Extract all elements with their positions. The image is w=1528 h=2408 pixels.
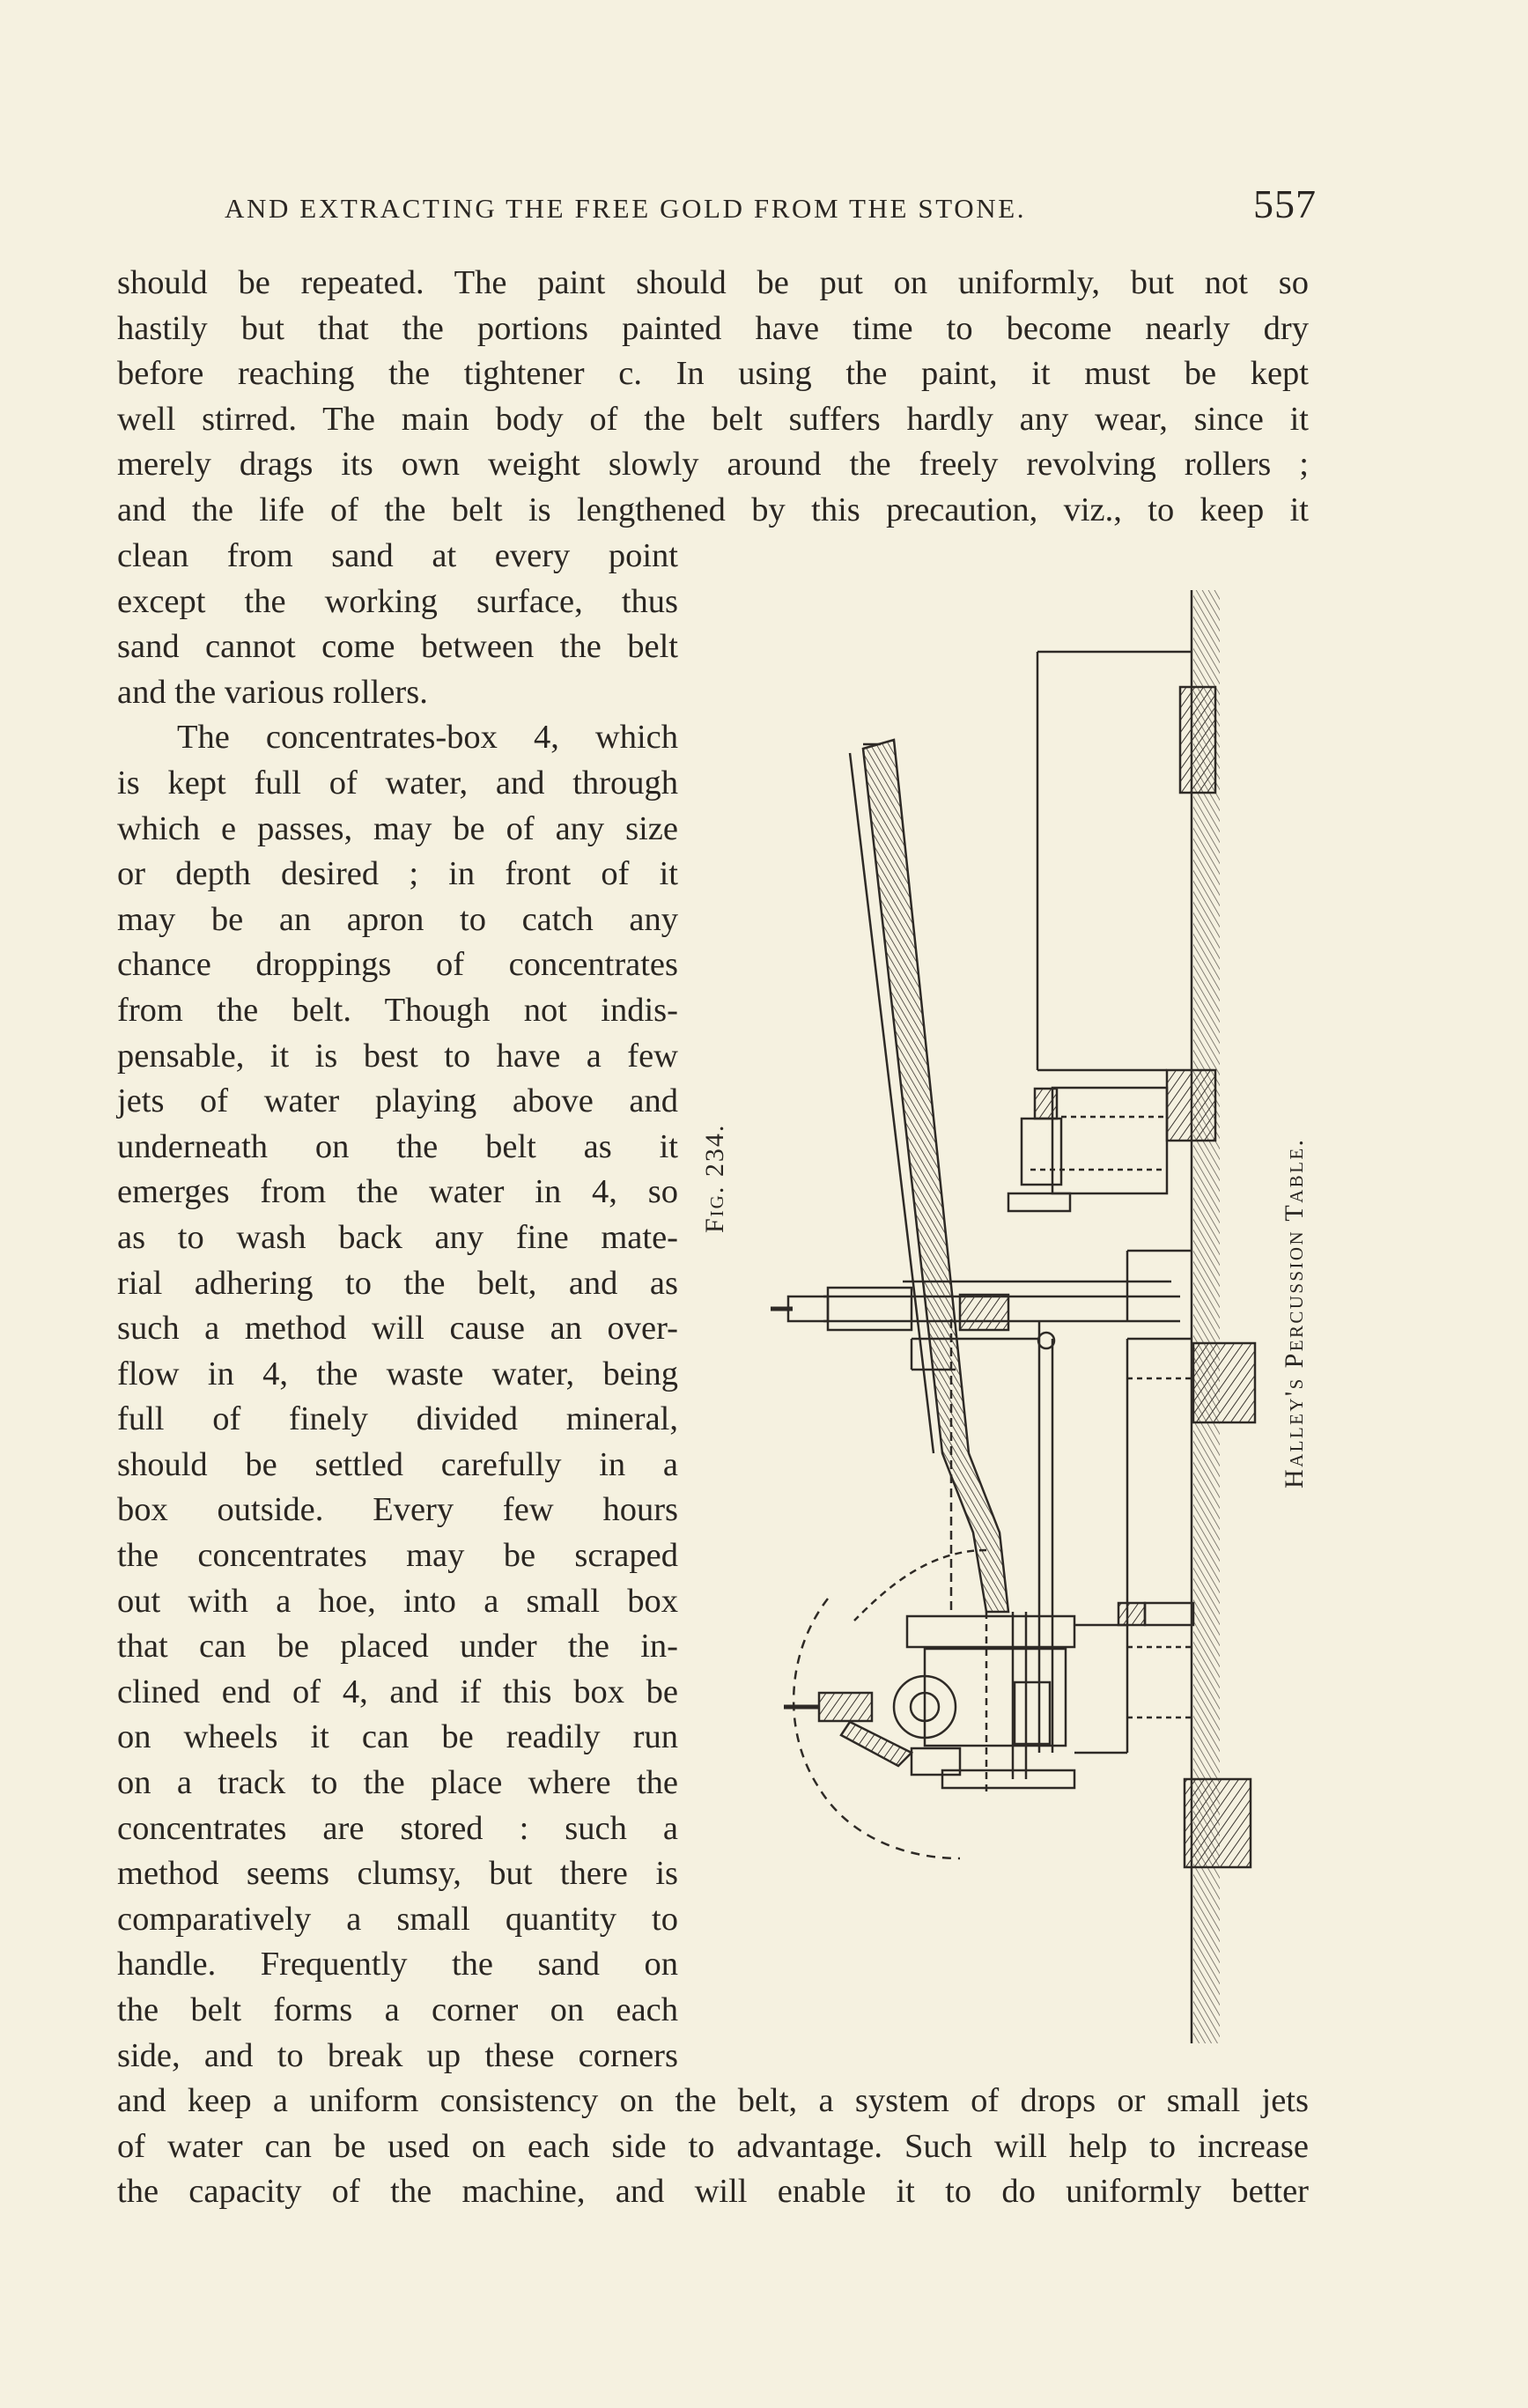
text-line: side, and to break up these corners — [117, 2036, 678, 2074]
text-line: should be settled carefully in a — [117, 1445, 678, 1483]
text-line: which e passes, may be of any size — [117, 809, 678, 847]
text-line: The concentrates-box 4, which — [177, 719, 678, 757]
text-line: the capacity of the machine, and will enable it to do uniformly better — [117, 2173, 1309, 2211]
lower-frame — [925, 1649, 1066, 1746]
collar — [1008, 1193, 1070, 1211]
bearing-block — [960, 1295, 1008, 1330]
text-line: except the working surface, thus — [117, 582, 678, 620]
text-line: jets of water playing above and — [117, 1082, 678, 1120]
upper-bearing — [1022, 1119, 1061, 1185]
text-line: is kept full of water, and through — [117, 764, 678, 801]
hatched-block — [1167, 1070, 1215, 1141]
text-line: and keep a uniform consistency on the belt, a system of drops or small jets — [117, 2082, 1309, 2119]
paragraph-bottom — [117, 2079, 1309, 2215]
machine-drawing — [705, 564, 1268, 2043]
text-line: merely drags its own weight slowly around the freely revolving rollers ; — [117, 446, 1309, 484]
text-line: pensable, it is best to have a few — [117, 1037, 678, 1075]
shaft-housing — [828, 1288, 912, 1330]
text-line: hastily but that the portions painted have time to become nearly dry — [117, 309, 1309, 347]
text-line: or depth desired ; in front of it — [117, 855, 678, 893]
text-line: flow in 4, the waste water, being — [117, 1355, 678, 1392]
text-line: should be repeated. The paint should be put on uniformly, but not so — [117, 264, 1309, 301]
text-line: as to wash back any fine mate- — [117, 1218, 678, 1256]
text-line: that can be placed under the in- — [117, 1628, 678, 1666]
paragraph-top — [117, 261, 1309, 534]
lower-shaft-block — [819, 1693, 872, 1721]
figure-label: Fig. 234. — [700, 1123, 729, 1233]
small-block — [1145, 1603, 1193, 1625]
text-line: the concentrates may be scraped — [117, 1537, 678, 1575]
lower-frame-bar — [907, 1616, 1074, 1647]
text-line: and the life of the belt is lengthened by this precaution, viz., to keep it — [117, 491, 1309, 528]
text-line: underneath on the belt as it — [117, 1127, 678, 1165]
text-line: method seems clumsy, but there is — [117, 1855, 678, 1893]
text-line: and the various rollers. — [117, 673, 428, 711]
text-line: clined end of 4, and if this box be — [117, 1673, 678, 1710]
base-plate — [942, 1770, 1074, 1788]
inclined-table-arm — [863, 740, 1008, 1612]
text-line: comparatively a small quantity to — [117, 1900, 678, 1938]
text-line: box outside. Every few hours — [117, 1491, 678, 1529]
text-line: before reaching the tightener c. In using the paint, it must be kept — [117, 355, 1309, 393]
text-line: rial adhering to the belt, and as — [117, 1264, 678, 1302]
hatched-block — [1180, 687, 1215, 793]
swing-arc — [854, 1550, 986, 1621]
page-number: 557 — [1253, 181, 1317, 226]
hatched-block — [1193, 1343, 1255, 1422]
text-line: on a track to the place where the — [117, 1764, 678, 1802]
upper-bearing-block — [1035, 1089, 1057, 1119]
swing-arc — [794, 1599, 960, 1858]
guide — [1015, 1682, 1050, 1744]
text-line: chance droppings of concentrates — [117, 946, 678, 984]
page-header — [225, 181, 1317, 227]
text-line: handle. Frequently the sand on — [117, 1946, 678, 1983]
text-line: of water can be used on each side to advantage. Such will help to increase — [117, 2127, 1309, 2165]
text-line: from the belt. Though not indis- — [117, 991, 678, 1029]
shaft-end — [788, 1296, 828, 1321]
text-line: well stirred. The main body of the belt suffers hardly any wear, since it — [117, 400, 1309, 438]
text-line: may be an apron to catch any — [117, 900, 678, 938]
percussion-table-figure — [705, 564, 1268, 2048]
text-line: on wheels it can be readily run — [117, 1718, 678, 1756]
hatched-block — [1185, 1779, 1251, 1867]
text-line: full of finely divided mineral, — [117, 1400, 678, 1438]
text-line: concentrates are stored : such a — [117, 1809, 678, 1847]
text-line: the belt forms a corner on each — [117, 1991, 678, 2028]
text-line: clean from sand at every point — [117, 537, 678, 574]
text-line: emerges from the water in 4, so — [117, 1173, 678, 1211]
lower-lever — [841, 1722, 912, 1766]
text-line: sand cannot come between the belt — [117, 628, 678, 666]
text-line: such a method will cause an over- — [117, 1310, 678, 1348]
small-block — [1118, 1603, 1145, 1625]
text-line: out with a hoe, into a small box — [117, 1582, 678, 1620]
running-head: AND EXTRACTING THE FREE GOLD FROM THE STONE. — [225, 193, 1027, 224]
paragraph-column — [117, 534, 678, 2079]
figure-caption: Halley's Percussion Table. — [1280, 1137, 1309, 1488]
upper-box — [1052, 1088, 1167, 1193]
